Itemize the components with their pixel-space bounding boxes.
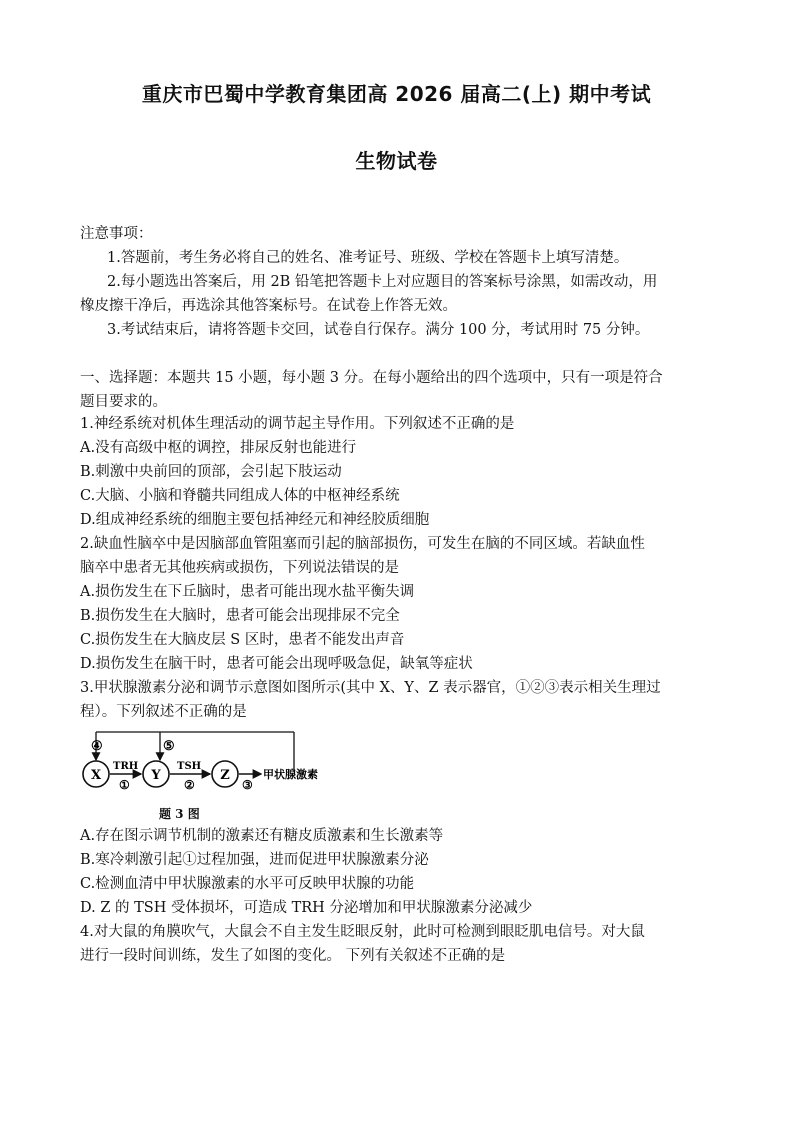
q2-option-d: D.损伤发生在脑干时，患者可能会出现呼吸急促，缺氧等症状: [80, 656, 473, 672]
q4-stem-cont: 进行一段时间训练，发生了如图的变化。 下列有关叙述不正确的是: [80, 948, 506, 964]
q1-option-a: A.没有高级中枢的调控，排尿反射也能进行: [80, 440, 357, 456]
q4-stem: 4.对大鼠的角膜吹气，大鼠会不自主发生眨眼反射，此时可检测到眼眨肌电信号。对大鼠: [80, 924, 645, 940]
process-3-label: ③: [242, 778, 253, 792]
q3-option-c: C.检测血清中甲状腺激素的水平可反映甲状腺的功能: [80, 876, 415, 892]
notice-heading: 注意事项：: [80, 226, 153, 242]
section1-intro-cont: 题目要求的。: [80, 394, 167, 410]
q2-option-b: B.损伤发生在大脑时，患者可能会出现排尿不完全: [80, 608, 400, 624]
process-5-label: ⑤: [163, 739, 175, 754]
q3-option-a: A.存在图示调节机制的激素还有糖皮质激素和生长激素等: [80, 828, 444, 844]
q1-option-c: C.大脑、小脑和脊髓共同组成人体的中枢神经系统: [80, 488, 400, 504]
node-y-label: Y: [151, 768, 161, 783]
process-4-label: ④: [91, 739, 103, 754]
notice-item-1: 1.答题前，考生务必将自己的姓名、准考证号、班级、学校在答题卡上填写清楚。: [107, 250, 629, 266]
section1-intro: 一、选择题：本题共 15 小题，每小题 3 分。在每小题给出的四个选项中，只有一项是符合: [80, 370, 663, 386]
q2-stem-cont: 脑卒中患者无其他疾病或损伤，下列说法错误的是: [80, 560, 399, 576]
notice-item-2-cont: 橡皮擦干净后，再选涂其他答案标号。在试卷上作答无效。: [80, 298, 457, 314]
q2-stem: 2.缺血性脑卒中是因脑部血管阻塞而引起的脑部损伤，可发生在脑的不同区域。若缺血性: [80, 536, 645, 552]
q3-option-d: D. Z 的 TSH 受体损坏，可造成 TRH 分泌增加和甲状腺激素分泌减少: [80, 900, 533, 916]
diagram-caption: 题 3 图: [159, 807, 200, 821]
q2-option-a: A.损伤发生在下丘脑时，患者可能出现水盐平衡失调: [80, 584, 415, 600]
exam-title: 重庆市巴蜀中学教育集团高 2026 届高二(上) 期中考试: [141, 82, 652, 106]
q1-option-d: D.组成神经系统的细胞主要包括神经元和神经胶质细胞: [80, 512, 430, 528]
notice-item-3: 3.考试结束后，请将答题卡交回，试卷自行保存。满分 100 分，考试用时 75 分钟。: [107, 322, 650, 338]
q1-option-b: B.刺激中央前回的顶部，会引起下肢运动: [80, 464, 342, 480]
q3-option-b: B.寒冷刺激引起①过程加强，进而促进甲状腺激素分泌: [80, 852, 429, 868]
process-2-label: ②: [184, 778, 195, 792]
node-x-label: X: [90, 768, 102, 783]
node-z-label: Z: [220, 768, 230, 783]
q1-stem: 1.神经系统对机体生理活动的调节起主导作用。下列叙述不正确的是: [80, 416, 515, 432]
tsh-label: TSH: [177, 761, 202, 772]
trh-label: TRH: [113, 761, 139, 772]
hormone-label: 甲状腺激素: [263, 768, 318, 781]
exam-subtitle: 生物试卷: [355, 149, 438, 173]
thyroid-regulation-diagram: [78, 728, 348, 828]
process-1-label: ①: [119, 778, 130, 792]
notice-item-2: 2.每小题选出答案后，用 2B 铅笔把答题卡上对应题目的答案标号涂黑，如需改动，用: [107, 274, 658, 290]
q2-option-c: C.损伤发生在大脑皮层 S 区时，患者不能发出声音: [80, 632, 405, 648]
q3-stem-cont: 程）。下列叙述不正确的是: [80, 704, 247, 720]
diagram-svg: [78, 728, 348, 828]
q3-stem: 3.甲状腺激素分泌和调节示意图如图所示(其中 X、Y、Z 表示器官，①②③表示相关生理过: [80, 680, 661, 696]
